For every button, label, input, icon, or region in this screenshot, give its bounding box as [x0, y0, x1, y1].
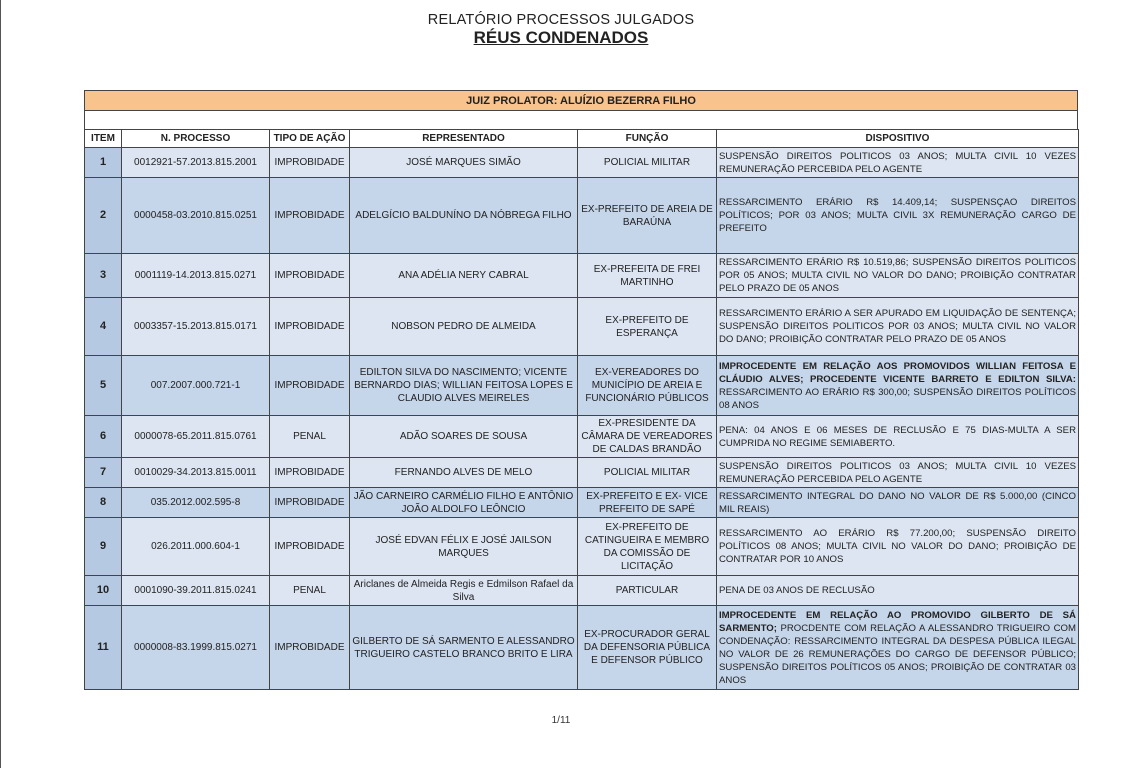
cell-tipo: IMPROBIDADE [270, 178, 350, 254]
cases-table [84, 129, 1079, 690]
table-row [85, 488, 1079, 518]
table-row [85, 178, 1079, 254]
cell-dispositivo [717, 458, 1079, 488]
cell-processo: 035.2012.002.595-8 [122, 488, 270, 518]
cell-representado: EDILTON SILVA DO NASCIMENTO; VICENTE BERNARDO DIAS; WILLIAN FEITOSA LOPES E CLAUDIO ALVES MEIRELES [350, 356, 578, 416]
cell-dispositivo [717, 254, 1079, 298]
cell-processo: 0001090-39.2011.815.0241 [122, 576, 270, 606]
header-funcao: FUNÇÃO [578, 130, 717, 148]
cell-dispositivo [717, 148, 1079, 178]
cell-tipo: IMPROBIDADE [270, 458, 350, 488]
dispositivo-text: RESSARCIMENTO AO ERÁRIO R$ 300,00; SUSPENSÃO DIREITOS POLÍTICOS 08 ANOS [719, 386, 1076, 411]
cell-item: 4 [85, 298, 122, 356]
cell-dispositivo [717, 518, 1079, 576]
table-row [85, 298, 1079, 356]
dispositivo-text: RESSARCIMENTO ERÁRIO A SER APURADO EM LIQUIDAÇÃO DE SENTENÇA; SUSPENSÃO DIREITOS POLITICOS POR 03 ANOS; MULTA CIVIL NO VALOR DO DANO; PROIBIÇÃO CONTRATAR PELO PRAZO DE 05 ANOS [719, 308, 1076, 345]
cell-representado: ANA ADÉLIA NERY CABRAL [350, 254, 578, 298]
cell-funcao: EX-PREFEITA DE FREI MARTINHO [578, 254, 717, 298]
report-title: RELATÓRIO PROCESSOS JULGADOS [427, 12, 695, 28]
cell-processo: 0010029-34.2013.815.0011 [122, 458, 270, 488]
cell-tipo: IMPROBIDADE [270, 148, 350, 178]
cell-representado: ADÃO SOARES DE SOUSA [350, 416, 578, 458]
cell-tipo: PENAL [270, 576, 350, 606]
table-row [85, 254, 1079, 298]
cell-funcao: POLICIAL MILITAR [578, 148, 717, 178]
cell-processo: 0000078-65.2011.815.0761 [122, 416, 270, 458]
cell-tipo: PENAL [270, 416, 350, 458]
cell-funcao: EX-PREFEITO DE CATINGUEIRA E MEMBRO DA COMISSÃO DE LICITAÇÃO [578, 518, 717, 576]
judge-bar: JUIZ PROLATOR: ALUÍZIO BEZERRA FILHO [84, 90, 1078, 111]
cell-representado: ADELGÍCIO BALDUNÍNO DA NÓBREGA FILHO [350, 178, 578, 254]
cell-processo: 0003357-15.2013.815.0171 [122, 298, 270, 356]
cell-processo: 026.2011.000.604-1 [122, 518, 270, 576]
header-dispositivo: DISPOSITIVO [717, 130, 1079, 148]
dispositivo-bold-text: IMPROCEDENTE EM RELAÇÃO AO PROMOVIDO GILBERTO DE SÁ SARMENTO; [719, 609, 1076, 634]
table-row [85, 416, 1079, 458]
cell-dispositivo [717, 416, 1079, 458]
dispositivo-text: PROCDENTE COM RELAÇÃO A ALESSANDRO TRIGUEIRO COM CONDENAÇÃO: RESSARCIMENTO INTEGRAL DA DESPESA PÚBLICA ILEGAL NO VALOR DE 26 REMUNERAÇÕES DO CARGO DE DEFENSOR PÚBLICO; SUSPENSÃO DIREITOS POLÍTICOS 05 ANOS; PROIBIÇÃO DE CONTRATAR 03 ANOS [719, 622, 1076, 686]
cell-item: 8 [85, 488, 122, 518]
cell-tipo: IMPROBIDADE [270, 298, 350, 356]
cell-tipo: IMPROBIDADE [270, 606, 350, 690]
cell-item: 5 [85, 356, 122, 416]
cell-item: 7 [85, 458, 122, 488]
blank-row [84, 111, 1078, 129]
table-header-row [85, 130, 1079, 148]
table-body [85, 148, 1079, 690]
page-number: 1/11 [551, 715, 571, 726]
cell-tipo: IMPROBIDADE [270, 488, 350, 518]
dispositivo-text: PENA: 04 ANOS E 06 MESES DE RECLUSÃO E 75 DIAS-MULTA A SER CUMPRIDA NO REGIME SEMIABERTO. [719, 424, 1076, 449]
cell-funcao: POLICIAL MILITAR [578, 458, 717, 488]
cell-tipo: IMPROBIDADE [270, 518, 350, 576]
dispositivo-text: RESSARCIMENTO ERÁRIO R$ 10.519,86; SUSPENSÃO DIREITOS POLITICOS POR 05 ANOS; MULTA CIVIL NO VALOR DO DANO; PROIBIÇÃO CONTRATAR PELO PRAZO DE 05 ANOS [719, 257, 1076, 294]
dispositivo-text: RESSARCIMENTO INTEGRAL DO DANO NO VALOR DE R$ 5.000,00 (CINCO MIL REAIS) [719, 490, 1076, 515]
cell-dispositivo [717, 488, 1079, 518]
cell-dispositivo [717, 576, 1079, 606]
header-processo: N. PROCESSO [122, 130, 270, 148]
dispositivo-text: SUSPENSÃO DIREITOS POLITICOS 03 ANOS; MULTA CIVIL 10 VEZES REMUNERAÇÃO PERCEBIDA PELO AGENTE [719, 460, 1076, 485]
cell-representado: NOBSON PEDRO DE ALMEIDA [350, 298, 578, 356]
table-row [85, 148, 1079, 178]
cell-representado: JOSÉ MARQUES SIMÃO [350, 148, 578, 178]
cell-dispositivo [717, 606, 1079, 690]
cell-processo: 0012921-57.2013.815.2001 [122, 148, 270, 178]
cell-tipo: IMPROBIDADE [270, 254, 350, 298]
cell-representado: GILBERTO DE SÁ SARMENTO E ALESSANDRO TRIGUEIRO CASTELO BRANCO BRITO E LIRA [350, 606, 578, 690]
cell-funcao: PARTICULAR [578, 576, 717, 606]
cell-dispositivo [717, 298, 1079, 356]
cell-tipo: IMPROBIDADE [270, 356, 350, 416]
cell-processo: 0000458-03.2010.815.0251 [122, 178, 270, 254]
table-row [85, 576, 1079, 606]
cell-funcao: EX-PROCURADOR GERAL DA DEFENSORIA PÚBLICA E DEFENSOR PÚBLICO [578, 606, 717, 690]
page-left-edge [0, 0, 1, 768]
cell-representado: JÃO CARNEIRO CARMÉLIO FILHO E ANTÔNIO JOÃO ALDOLFO LEÔNCIO [350, 488, 578, 518]
cell-representado: Ariclanes de Almeida Regis e Edmilson Rafael da Silva [350, 576, 578, 606]
header-tipo: TIPO DE AÇÃO [270, 130, 350, 148]
cell-funcao: EX-PRESIDENTE DA CÂMARA DE VEREADORES DE CALDAS BRANDÃO [578, 416, 717, 458]
cell-item: 6 [85, 416, 122, 458]
cell-item: 1 [85, 148, 122, 178]
dispositivo-text: PENA DE 03 ANOS DE RECLUSÃO [719, 585, 875, 596]
cell-dispositivo [717, 356, 1079, 416]
dispositivo-text: RESSARCIMENTO AO ERÁRIO R$ 77.200,00; SUSPENSÃO DIREITO POLÍTICOS 08 ANOS; MULTA CIVIL NO VALOR DO DANO; PROIBIÇÃO DE CONTRATAR POR 10 ANOS [719, 528, 1076, 565]
cell-processo: 007.2007.000.721-1 [122, 356, 270, 416]
table-row [85, 458, 1079, 488]
cell-funcao: EX-PREFEITO DE ESPERANÇA [578, 298, 717, 356]
table-row [85, 356, 1079, 416]
report-subtitle: RÉUS CONDENADOS [473, 28, 649, 47]
cell-funcao: EX-PREFEITO E EX- VICE PREFEITO DE SAPÉ [578, 488, 717, 518]
cell-processo: 0000008-83.1999.815.0271 [122, 606, 270, 690]
cell-item: 3 [85, 254, 122, 298]
cell-funcao: EX-VEREADORES DO MUNICÍPIO DE AREIA E FUNCIONÁRIO PÚBLICOS [578, 356, 717, 416]
header-representado: REPRESENTADO [350, 130, 578, 148]
table-row [85, 606, 1079, 690]
table-row [85, 518, 1079, 576]
cell-item: 2 [85, 178, 122, 254]
cell-item: 9 [85, 518, 122, 576]
dispositivo-text: RESSARCIMENTO ERÁRIO R$ 14.409,14; SUSPENSÇAO DIREITOS POLÍTICOS; POR 03 ANOS; MULTA CIVIL 3X REMUNERAÇÃO CARGO DE PREFEITO [719, 197, 1076, 234]
cell-processo: 0001119-14.2013.815.0271 [122, 254, 270, 298]
cell-representado: FERNANDO ALVES DE MELO [350, 458, 578, 488]
cell-item: 10 [85, 576, 122, 606]
header-item: ITEM [85, 130, 122, 148]
cell-dispositivo [717, 178, 1079, 254]
dispositivo-text: SUSPENSÃO DIREITOS POLITICOS 03 ANOS; MULTA CIVIL 10 VEZES REMUNERAÇÃO PERCEBIDA PELO AGENTE [719, 150, 1076, 175]
cell-funcao: EX-PREFEITO DE AREIA DE BARAÚNA [578, 178, 717, 254]
dispositivo-bold-text: IMPROCEDENTE EM RELAÇÃO AOS PROMOVIDOS WILLIAN FEITOSA E CLÁUDIO ALVES; PROCEDENTE VICENTE BARRETO E EDILTON SILVA: [719, 360, 1076, 385]
cell-representado: JOSÉ EDVAN FÉLIX E JOSÉ JAILSON MARQUES [350, 518, 578, 576]
cell-item: 11 [85, 606, 122, 690]
